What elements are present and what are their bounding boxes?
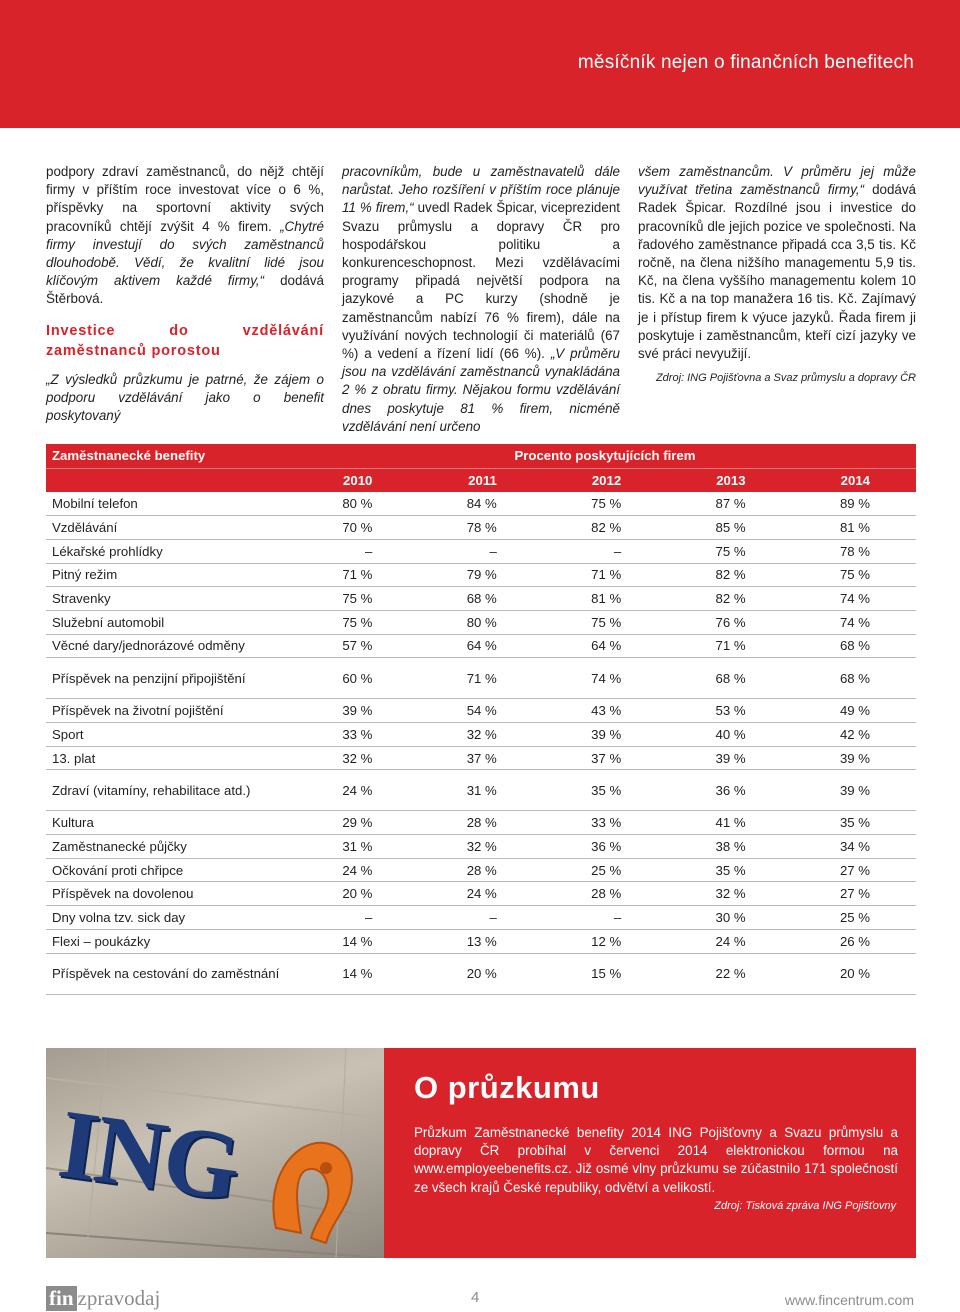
benefit-name-cell: Vzdělávání bbox=[52, 520, 118, 536]
percent-cell: 28 % bbox=[591, 886, 622, 902]
percent-cell: 37 % bbox=[466, 750, 497, 766]
percent-cell: 75 % bbox=[591, 614, 622, 630]
percent-cell: 35 % bbox=[715, 862, 746, 878]
table-row bbox=[46, 906, 916, 930]
table-body bbox=[46, 492, 916, 994]
percent-cell: 57 % bbox=[342, 638, 373, 654]
article-text: dodává Štěrbová. bbox=[46, 273, 324, 307]
year-header: 2011 bbox=[468, 472, 497, 488]
article-column-2 bbox=[342, 163, 620, 436]
percent-cell: 28 % bbox=[466, 862, 497, 878]
benefit-name-cell: Očkování proti chřipce bbox=[52, 862, 184, 878]
article-paragraph bbox=[46, 163, 324, 309]
table-header-row bbox=[46, 444, 916, 468]
about-survey-box bbox=[46, 1048, 916, 1258]
ing-building-photo bbox=[46, 1048, 384, 1258]
table-row bbox=[46, 770, 916, 811]
percent-cell: 24 % bbox=[342, 782, 373, 798]
percent-cell: 71 % bbox=[342, 567, 373, 583]
percent-cell: 78 % bbox=[839, 543, 870, 559]
percent-cell: 33 % bbox=[591, 815, 622, 831]
percent-cell: 29 % bbox=[342, 815, 373, 831]
benefit-column-header: Zaměstnanecké benefity bbox=[52, 448, 206, 464]
benefit-name-cell: Příspěvek na penzijní připojištění bbox=[52, 670, 246, 686]
article-quote: všem zaměstnancům. V průměru jej může využívat třetina zaměstnanců firmy,“ bbox=[638, 164, 916, 198]
percent-cell: 20 % bbox=[342, 886, 373, 902]
benefits-table bbox=[46, 444, 916, 995]
benefit-name-cell: Flexi – poukázky bbox=[52, 933, 151, 949]
percent-cell: 89 % bbox=[839, 496, 870, 512]
benefit-name-cell: Příspěvek na životní pojištění bbox=[52, 703, 224, 719]
percent-cell: 68 % bbox=[466, 591, 497, 607]
table-row bbox=[46, 699, 916, 723]
percent-cell: 71 % bbox=[591, 567, 622, 583]
article-paragraph bbox=[342, 163, 620, 436]
benefit-name-cell: 13. plat bbox=[52, 750, 96, 766]
percent-cell: 78 % bbox=[466, 520, 497, 536]
article-quote: „V průměru jsou na vzdělávání zaměstnanců vynakládána 2 % z obratu firmy. Nějakou formu vzdělávání dnes poskytuje 81 % firem, nicméně vzdělávání není určeno bbox=[342, 346, 620, 434]
article-text: podpory zdraví zaměstnanců, do nějž chtějí firmy v příštím roce investovat více o 6 %, příspěvky na sportovní aktivity svých pracovníků chtějí zvýšit 4 % firem. bbox=[46, 164, 324, 234]
table-row bbox=[46, 634, 916, 658]
percent-cell: 32 % bbox=[715, 886, 746, 902]
percent-cell: 25 % bbox=[839, 909, 870, 925]
benefit-name-cell: Zdraví (vitamíny, rehabilitace atd.) bbox=[52, 782, 251, 798]
percent-cell: 32 % bbox=[466, 838, 497, 854]
table-row bbox=[46, 563, 916, 587]
percent-cell: 37 % bbox=[591, 750, 622, 766]
table-row bbox=[46, 835, 916, 859]
percent-group-header: Procento poskytujících firem bbox=[514, 448, 696, 464]
benefit-name-cell: Pitný režim bbox=[52, 567, 118, 583]
percent-cell: 12 % bbox=[591, 933, 622, 949]
benefit-name-cell: Dny volna tzv. sick day bbox=[52, 909, 186, 925]
percent-cell: 35 % bbox=[591, 782, 622, 798]
benefit-name-cell: Příspěvek na dovolenou bbox=[52, 886, 194, 902]
percent-cell: – bbox=[365, 909, 373, 925]
percent-cell: 84 % bbox=[466, 496, 497, 512]
percent-cell: 68 % bbox=[715, 670, 746, 686]
percent-cell: 20 % bbox=[466, 966, 497, 981]
percent-cell: 60 % bbox=[342, 670, 373, 686]
percent-cell: 22 % bbox=[715, 966, 746, 981]
percent-cell: 82 % bbox=[715, 567, 746, 583]
percent-cell: 68 % bbox=[839, 670, 870, 686]
article-text: dodává Radek Špicar. Rozdílné jsou i investice do pracovníků dle jejich pozice ve společnosti. Na řadového zaměstnance připadá cca 3,5 tis. Kč ročně, na člena nižšího managementu 5,9 tis. Kč, na člena vyššího managementu kolem 10 tis. Kč a na top manažera 16 tis. Kč. Zajímavý je i přístup firem k výuce jazyků. Řada firem ji poskytuje i zaměstnancům, kteří cizí jazyky ve své práci nevyužijí. bbox=[638, 182, 916, 362]
table-row bbox=[46, 539, 916, 563]
percent-cell: 75 % bbox=[715, 543, 746, 559]
percent-cell: 42 % bbox=[839, 726, 870, 742]
percent-cell: 76 % bbox=[715, 614, 746, 630]
table-row bbox=[46, 610, 916, 634]
percent-cell: 32 % bbox=[466, 726, 497, 742]
percent-cell: 75 % bbox=[342, 614, 373, 630]
benefit-name-cell: Zaměstnanecké půjčky bbox=[52, 838, 187, 854]
percent-cell: 74 % bbox=[591, 670, 622, 686]
table-row bbox=[46, 929, 916, 953]
finzpravodaj-logo bbox=[46, 1286, 160, 1310]
table-row bbox=[46, 858, 916, 882]
percent-cell: – bbox=[613, 543, 622, 559]
percent-cell: 27 % bbox=[839, 886, 870, 902]
percent-cell: 80 % bbox=[342, 496, 373, 512]
logo-fin-part: fin bbox=[46, 1286, 77, 1311]
percent-cell: 87 % bbox=[715, 496, 746, 512]
percent-cell: 24 % bbox=[466, 886, 497, 902]
benefit-name-cell: Mobilní telefon bbox=[52, 496, 138, 512]
percent-cell: 64 % bbox=[591, 638, 622, 654]
percent-cell: 32 % bbox=[342, 750, 373, 766]
percent-cell: 41 % bbox=[715, 815, 746, 831]
percent-cell: 40 % bbox=[715, 726, 746, 742]
table-row bbox=[46, 723, 916, 747]
percent-cell: – bbox=[613, 909, 622, 925]
about-text: Průzkum Zaměstnanecké benefity 2014 ING Pojišťovny a Svazu průmyslu a dopravy ČR probíhal v červenci 2014 elektronickou formou na www.employeebenefits.cz. Již osmé vlny průzkumu se zúčastnilo 171 společností ze všech krajů České republiky, odvětví a velikostí. bbox=[414, 1125, 898, 1195]
percent-cell: 25 % bbox=[591, 862, 622, 878]
percent-cell: 30 % bbox=[715, 909, 746, 925]
percent-cell: 54 % bbox=[466, 703, 497, 719]
benefit-name-cell: Sport bbox=[52, 726, 84, 742]
year-header: 2013 bbox=[716, 472, 746, 488]
section-heading: Investice do vzdělávání zaměstnanců porostou bbox=[46, 322, 324, 359]
percent-cell: 53 % bbox=[715, 703, 746, 719]
percent-cell: 14 % bbox=[342, 966, 373, 981]
table-row bbox=[46, 746, 916, 770]
about-source: Zdroj: Tisková zpráva ING Pojišťovny bbox=[714, 1200, 896, 1212]
percent-cell: 36 % bbox=[715, 782, 746, 798]
percent-cell: 75 % bbox=[591, 496, 622, 512]
percent-cell: 20 % bbox=[839, 966, 870, 981]
percent-cell: 15 % bbox=[591, 966, 622, 981]
percent-cell: 68 % bbox=[839, 638, 870, 654]
percent-cell: 34 % bbox=[839, 838, 870, 854]
article-column-1 bbox=[46, 163, 324, 425]
percent-cell: 31 % bbox=[342, 838, 373, 854]
percent-cell: 24 % bbox=[342, 862, 373, 878]
benefit-name-cell: Lékařské prohlídky bbox=[52, 543, 163, 559]
article-column-3 bbox=[638, 163, 916, 387]
percent-cell: 28 % bbox=[466, 815, 497, 831]
table-row bbox=[46, 587, 916, 611]
percent-cell: 64 % bbox=[466, 638, 497, 654]
table-row bbox=[46, 882, 916, 906]
percent-cell: 33 % bbox=[342, 726, 373, 742]
percent-cell: 70 % bbox=[342, 520, 373, 536]
article-quote: pracovníkům, bude u zaměstnavatelů dále narůstat. Jeho rozšíření v příštím roce plánuje 11 % firem,“ bbox=[342, 164, 620, 216]
table-row bbox=[46, 953, 916, 994]
percent-cell: 82 % bbox=[715, 591, 746, 607]
table-row bbox=[46, 516, 916, 540]
percent-cell: 75 % bbox=[342, 591, 373, 607]
percent-cell: 39 % bbox=[591, 726, 622, 742]
benefit-name-cell: Věcné dary/jednorázové odměny bbox=[52, 638, 245, 654]
percent-cell: 14 % bbox=[342, 933, 373, 949]
article-quote: „Chytré firmy investují do svých zaměstnanců dlouhodobě. Vědí, že kvalitní lidé jsou klíčovým aktivem každé firmy,“ bbox=[46, 218, 324, 289]
percent-cell: 81 % bbox=[591, 591, 622, 607]
article-text: uvedl Radek Špicar, viceprezident Svazu průmyslu a dopravy ČR pro hospodářskou politiku a konkurenceschopnost. Mezi vzdělávacími programy připadá největší podpora na jazykové a PC kurzy (shodně je zaměstnancům nabízí 76 % firem), dále na využívání nových technologií či materiálů (67 %) a vedení a řízení lidí (66 %). bbox=[342, 200, 620, 362]
percent-cell: – bbox=[489, 543, 497, 559]
ing-sign-text: ING bbox=[52, 1089, 246, 1222]
article-quote: „Z výsledků průzkumu je patrné, že zájem o podporu vzdělávání jako o benefit poskytovaný bbox=[46, 371, 324, 424]
article-paragraph bbox=[638, 163, 916, 363]
percent-cell: 31 % bbox=[466, 782, 497, 798]
page-header bbox=[0, 0, 960, 128]
article-paragraph bbox=[46, 371, 324, 426]
benefit-name-cell: Služební automobil bbox=[52, 614, 165, 630]
table-year-row bbox=[46, 468, 916, 492]
table-row bbox=[46, 658, 916, 699]
benefit-name-cell: Příspěvek na cestování do zaměstnání bbox=[52, 966, 280, 981]
percent-cell: 43 % bbox=[591, 703, 622, 719]
percent-cell: 39 % bbox=[342, 703, 373, 719]
percent-cell: 35 % bbox=[839, 815, 870, 831]
percent-cell: – bbox=[489, 909, 497, 925]
percent-cell: 85 % bbox=[715, 520, 746, 536]
logo-name-part: zpravodaj bbox=[77, 1285, 161, 1310]
percent-cell: 74 % bbox=[839, 591, 870, 607]
year-header: 2010 bbox=[343, 472, 373, 488]
percent-cell: 80 % bbox=[466, 614, 497, 630]
empty-header-cell bbox=[46, 468, 294, 492]
percent-cell: 79 % bbox=[466, 567, 497, 583]
percent-cell: 39 % bbox=[715, 750, 746, 766]
percent-cell: 49 % bbox=[839, 703, 870, 719]
benefit-name-cell: Kultura bbox=[52, 815, 94, 831]
percent-cell: 26 % bbox=[839, 933, 870, 949]
website-link[interactable]: www.fincentrum.com bbox=[784, 1292, 914, 1308]
percent-cell: 74 % bbox=[839, 614, 870, 630]
percent-cell: 38 % bbox=[715, 838, 746, 854]
table-row bbox=[46, 492, 916, 516]
percent-cell: 82 % bbox=[591, 520, 622, 536]
header-title: měsíčník nejen o finančních benefitech bbox=[577, 52, 914, 73]
lion-logo-icon bbox=[256, 1128, 366, 1248]
year-header: 2014 bbox=[840, 472, 870, 488]
percent-cell: 27 % bbox=[839, 862, 870, 878]
percent-cell: 36 % bbox=[591, 838, 622, 854]
percent-cell: 81 % bbox=[839, 520, 870, 536]
percent-cell: 13 % bbox=[466, 933, 497, 949]
percent-cell: – bbox=[365, 543, 373, 559]
percent-cell: 75 % bbox=[839, 567, 870, 583]
page-number: 4 bbox=[471, 1289, 480, 1306]
percent-cell: 39 % bbox=[839, 750, 870, 766]
percent-cell: 39 % bbox=[839, 782, 870, 798]
benefit-name-cell: Stravenky bbox=[52, 591, 111, 607]
year-header: 2012 bbox=[591, 472, 622, 488]
table-row bbox=[46, 811, 916, 835]
percent-cell: 71 % bbox=[715, 638, 746, 654]
percent-cell: 71 % bbox=[466, 670, 497, 686]
article-source: Zdroj: ING Pojišťovna a Svaz průmyslu a dopravy ČR bbox=[655, 372, 916, 385]
percent-cell: 24 % bbox=[715, 933, 746, 949]
about-title: O průzkumu bbox=[414, 1070, 600, 1105]
article-body bbox=[46, 163, 916, 434]
